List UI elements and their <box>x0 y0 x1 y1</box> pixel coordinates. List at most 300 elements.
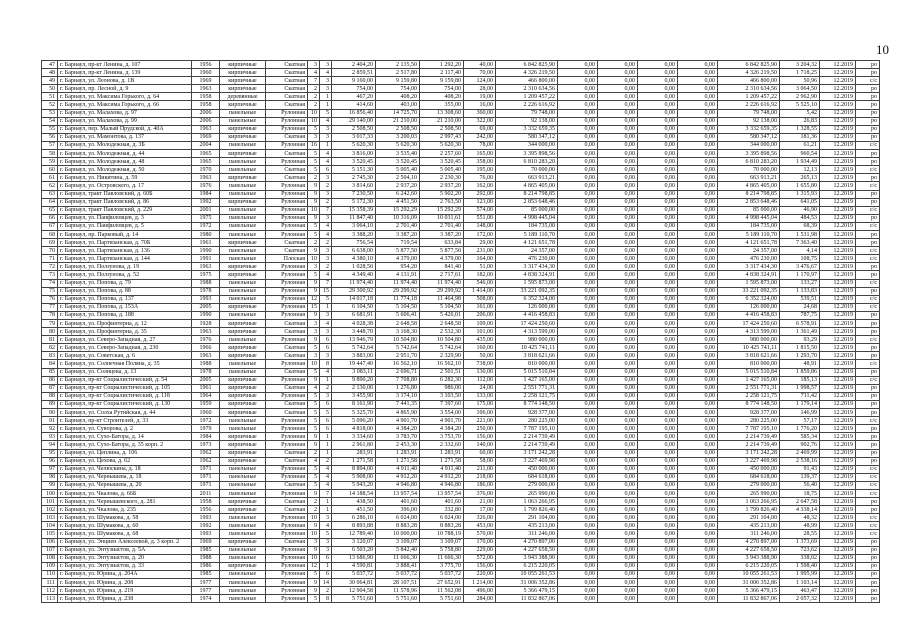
cell-owned-area: 1 283,91 <box>420 449 464 457</box>
cell-owned-area: 2 508,50 <box>420 125 464 133</box>
cell-row-number: 62 <box>42 182 58 190</box>
cell-method: с/с <box>856 336 880 344</box>
cell-year-built: 2011 <box>192 489 220 497</box>
cell-deadline: 12.2019 <box>820 441 856 449</box>
cell-living-area: 5 620,30 <box>376 141 420 149</box>
cell-wall-material: панельные <box>220 587 266 595</box>
cell-owner-funds: 0,00 <box>678 206 718 214</box>
cell-regional-funds: 0,00 <box>598 109 638 117</box>
cell-year-built: 1985 <box>192 546 220 554</box>
cell-roof-type: Скатная <box>266 166 308 174</box>
cell-living-area: 28 107,51 <box>376 579 420 587</box>
cell-wall-material: панельные <box>220 465 266 473</box>
cell-owner-funds: 0,00 <box>678 498 718 506</box>
cell-local-funds: 0,00 <box>638 498 678 506</box>
cell-federal-funds: 0,00 <box>558 336 598 344</box>
cell-roof-type: Рулонная <box>266 546 308 554</box>
cell-owner-funds: 0,00 <box>678 522 718 530</box>
cell-owned-area: 11 562,08 <box>420 587 464 595</box>
cell-roof-type: Рулонная <box>266 579 308 587</box>
cell-address: г. Барнаул, пер. Малый Прудской, д. 40А <box>58 125 192 133</box>
cell-floors: 3 <box>308 320 320 328</box>
cell-residents: 58,00 <box>464 457 496 465</box>
cell-residents: 376,00 <box>464 489 496 497</box>
cell-cost-per-sqm: 1 293,70 <box>780 352 820 360</box>
cell-federal-funds: 0,00 <box>558 239 598 247</box>
cell-row-number: 95 <box>42 449 58 457</box>
cell-method: ро <box>856 538 880 546</box>
cell-total-cost: 4 838 324,91 <box>496 271 558 279</box>
cell-residents: 195,00 <box>464 166 496 174</box>
cell-address: г. Барнаул, ул. Молодежная, д. 3Б <box>58 141 192 149</box>
cell-row-number: 70 <box>42 247 58 255</box>
cell-residents: 172,00 <box>464 230 496 238</box>
cell-owner-contrib: 291 104,00 <box>718 514 780 522</box>
cell-local-funds: 0,00 <box>638 506 678 514</box>
cell-deadline: 12.2019 <box>820 489 856 497</box>
cell-living-area: 2 696,71 <box>376 368 420 376</box>
table-row <box>42 514 880 522</box>
cell-local-funds: 0,00 <box>638 473 678 481</box>
cell-roof-type: Рулонная <box>266 117 308 125</box>
cell-roof-type: Рулонная <box>266 417 308 425</box>
cell-federal-funds: 0,00 <box>558 77 598 85</box>
cell-row-number: 101 <box>42 498 58 506</box>
cell-method: ро <box>856 587 880 595</box>
table-row <box>42 271 880 279</box>
cell-owned-area: 2 230,30 <box>420 174 464 182</box>
cell-deadline: 12.2019 <box>820 506 856 514</box>
cell-regional-funds: 0,00 <box>598 554 638 562</box>
cell-living-area: 5 104,50 <box>376 303 420 311</box>
cell-regional-funds: 0,00 <box>598 328 638 336</box>
cell-total-area: 467,20 <box>332 93 376 101</box>
cell-local-funds: 0,00 <box>638 489 678 497</box>
cell-cost-per-sqm: 46,90 <box>780 206 820 214</box>
cell-address: г. Барнаул, ул. Энтузиастов, д. 5А <box>58 546 192 554</box>
cell-owned-area: 3 775,70 <box>420 562 464 570</box>
cell-regional-funds: 0,00 <box>598 457 638 465</box>
cell-owner-contrib: 663 913,21 <box>718 174 780 182</box>
cell-roof-type: Рулонная <box>266 222 308 230</box>
cell-total-cost: 184 735,00 <box>496 222 558 230</box>
cell-deadline: 12.2019 <box>820 352 856 360</box>
cell-roof-type: Рулонная <box>266 465 308 473</box>
table-row <box>42 222 880 230</box>
cell-owner-funds: 0,00 <box>678 69 718 77</box>
cell-cost-per-sqm: 1 718,25 <box>780 69 820 77</box>
cell-cost-per-sqm: 4 338,14 <box>780 506 820 514</box>
cell-total-cost: 2 310 634,56 <box>496 85 558 93</box>
cell-roof-type: Рулонная <box>266 392 308 400</box>
cell-federal-funds: 0,00 <box>558 538 598 546</box>
cell-row-number: 65 <box>42 206 58 214</box>
cell-floors: 5 <box>308 400 320 408</box>
cell-floors: 5 <box>308 271 320 279</box>
cell-address: г. Барнаул, ул. Шумакова, д. 68 <box>58 530 192 538</box>
cell-wall-material: кирпичные <box>220 125 266 133</box>
cell-roof-type: Скатная <box>266 101 308 109</box>
cell-living-area: 16 562,10 <box>376 360 420 368</box>
cell-local-funds: 0,00 <box>638 141 678 149</box>
cell-owner-contrib: 4 838 324,91 <box>718 271 780 279</box>
cell-total-cost: 3 818 621,66 <box>496 352 558 360</box>
cell-living-area: 4 901,70 <box>376 417 420 425</box>
cell-total-cost: 2 258 121,75 <box>496 392 558 400</box>
cell-federal-funds: 0,00 <box>558 473 598 481</box>
cell-year-built: 1975 <box>192 271 220 279</box>
cell-floors: 5 <box>308 368 320 376</box>
table-row <box>42 230 880 238</box>
cell-address: г. Барнаул, ул. Максима Горького, д. 66 <box>58 101 192 109</box>
cell-deadline: 12.2019 <box>820 85 856 93</box>
cell-method: ро <box>856 384 880 392</box>
cell-entrances: 3 <box>320 538 332 546</box>
cell-owned-area: 4 946,80 <box>420 481 464 489</box>
cell-owned-area: 10 031,61 <box>420 214 464 222</box>
cell-living-area: 2 701,40 <box>376 222 420 230</box>
cell-owned-area: 3 109,07 <box>420 538 464 546</box>
cell-wall-material: кирпичные <box>220 344 266 352</box>
cell-address: г. Барнаул, ул. Молодежная, д. 44 <box>58 150 192 158</box>
cell-cost-per-sqm: 2 538,16 <box>780 457 820 465</box>
cell-floors: 10 <box>308 109 320 117</box>
cell-deadline: 12.2019 <box>820 101 856 109</box>
cell-owned-area: 3 387,20 <box>420 230 464 238</box>
cell-regional-funds: 0,00 <box>598 530 638 538</box>
cell-floors: 3 <box>308 61 320 69</box>
cell-row-number: 68 <box>42 230 58 238</box>
cell-total-cost: 33 221 092,35 <box>496 287 558 295</box>
cell-entrances: 5 <box>320 109 332 117</box>
cell-local-funds: 0,00 <box>638 425 678 433</box>
cell-local-funds: 0,00 <box>638 182 678 190</box>
cell-address: г. Барнаул, пр-кт Социалистический, д. 105 <box>58 384 192 392</box>
cell-owner-contrib: 85 000,00 <box>718 206 780 214</box>
cell-residents: 123,00 <box>464 198 496 206</box>
table-row <box>42 311 880 319</box>
cell-owner-funds: 0,00 <box>678 595 718 603</box>
cell-wall-material: панельные <box>220 182 266 190</box>
cell-total-cost: 1 799 826,40 <box>496 506 558 514</box>
cell-address: г. Барнаул, ул. Цеплина, д. 106 <box>58 449 192 457</box>
cell-residents: 162,00 <box>464 182 496 190</box>
cell-floors: 3 <box>308 133 320 141</box>
cell-living-area: 3 535,40 <box>376 150 420 158</box>
cell-regional-funds: 0,00 <box>598 417 638 425</box>
cell-roof-type: Рулонная <box>266 263 308 271</box>
cell-local-funds: 0,00 <box>638 150 678 158</box>
cell-address: г. Барнаул, ул. Солха Рутийская, д. 44 <box>58 409 192 417</box>
cell-living-area: 14 725,70 <box>376 109 420 117</box>
cell-local-funds: 0,00 <box>638 400 678 408</box>
cell-roof-type: Скатная <box>266 239 308 247</box>
cell-local-funds: 0,00 <box>638 376 678 384</box>
cell-owned-area: 4 901,70 <box>420 417 464 425</box>
table-row <box>42 554 880 562</box>
cell-owned-area: 841,40 <box>420 263 464 271</box>
cell-residents: 206,00 <box>464 311 496 319</box>
cell-owner-contrib: 311 246,00 <box>718 530 780 538</box>
cell-entrances: 4 <box>320 481 332 489</box>
cell-living-area: 9 159,80 <box>376 77 420 85</box>
cell-residents: 130,00 <box>464 368 496 376</box>
cell-owner-contrib: 2 258 121,75 <box>718 392 780 400</box>
cell-cost-per-sqm: 1 655,80 <box>780 182 820 190</box>
cell-entrances: 1 <box>320 506 332 514</box>
cell-total-cost: 1 427 165,00 <box>496 376 558 384</box>
cell-cost-per-sqm: 91,43 <box>780 465 820 473</box>
cell-total-area: 11 847,40 <box>332 214 376 222</box>
cell-deadline: 12.2019 <box>820 117 856 125</box>
cell-cost-per-sqm: 50,96 <box>780 77 820 85</box>
cell-local-funds: 0,00 <box>638 247 678 255</box>
cell-cost-per-sqm: 28,55 <box>780 530 820 538</box>
cell-regional-funds: 0,00 <box>598 579 638 587</box>
cell-owner-funds: 0,00 <box>678 449 718 457</box>
cell-local-funds: 0,00 <box>638 587 678 595</box>
cell-living-area: 11 974,40 <box>376 279 420 287</box>
cell-regional-funds: 0,00 <box>598 93 638 101</box>
cell-floors: 9 <box>308 433 320 441</box>
cell-owner-funds: 0,00 <box>678 506 718 514</box>
table-row <box>42 247 880 255</box>
cell-residents: 182,00 <box>464 271 496 279</box>
cell-total-area: 2 404,20 <box>332 61 376 69</box>
cell-total-cost: 3 317 434,30 <box>496 263 558 271</box>
table-row <box>42 336 880 344</box>
cell-owner-contrib: 344 000,00 <box>718 141 780 149</box>
cell-regional-funds: 0,00 <box>598 587 638 595</box>
cell-entrances: 4 <box>320 368 332 376</box>
cell-living-area: 4 911,40 <box>376 465 420 473</box>
cell-row-number: 85 <box>42 368 58 376</box>
table-row <box>42 158 880 166</box>
cell-floors: 5 <box>308 595 320 603</box>
table-row <box>42 457 880 465</box>
cell-wall-material: панельные <box>220 190 266 198</box>
table-row <box>42 295 880 303</box>
cell-local-funds: 0,00 <box>638 101 678 109</box>
cell-total-cost: 126 000,00 <box>496 303 558 311</box>
cell-method: ро <box>856 595 880 603</box>
cell-local-funds: 0,00 <box>638 255 678 263</box>
cell-total-cost: 2 214 739,49 <box>496 441 558 449</box>
cell-method: ро <box>856 117 880 125</box>
cell-deadline: 12.2019 <box>820 158 856 166</box>
cell-total-area: 8 894,00 <box>332 465 376 473</box>
cell-owner-funds: 0,00 <box>678 239 718 247</box>
cell-living-area: 29 299,92 <box>376 287 420 295</box>
cell-total-area: 2 859,51 <box>332 69 376 77</box>
cell-roof-type: Скатная <box>266 85 308 93</box>
cell-deadline: 12.2019 <box>820 239 856 247</box>
cell-method: с/с <box>856 417 880 425</box>
cell-regional-funds: 0,00 <box>598 206 638 214</box>
cell-owner-contrib: 11 832 867,06 <box>718 595 780 603</box>
cell-roof-type: Рулонная <box>266 198 308 206</box>
cell-year-built: 2006 <box>192 109 220 117</box>
cell-roof-type: Скатная <box>266 352 308 360</box>
cell-owner-contrib: 280 225,00 <box>718 417 780 425</box>
cell-floors: 5 <box>308 481 320 489</box>
cell-year-built: 1960 <box>192 69 220 77</box>
cell-year-built: 2006 <box>192 117 220 125</box>
cell-residents: 78,00 <box>464 141 496 149</box>
cell-total-cost: 4 416 458,83 <box>496 311 558 319</box>
cell-row-number: 55 <box>42 125 58 133</box>
table-row <box>42 425 880 433</box>
cell-entrances: 5 <box>320 409 332 417</box>
cell-local-funds: 0,00 <box>638 61 678 69</box>
cell-method: с/с <box>856 182 880 190</box>
cell-regional-funds: 0,00 <box>598 214 638 222</box>
cell-wall-material: кирпичные <box>220 449 266 457</box>
cell-total-cost: 6 215 220,05 <box>496 562 558 570</box>
cell-year-built: 2005 <box>192 303 220 311</box>
cell-year-built: 1990 <box>192 247 220 255</box>
cell-address: г. Барнаул, ул. Попова, д. 137 <box>58 295 192 303</box>
cell-floors: 5 <box>308 222 320 230</box>
cell-method: с/с <box>856 222 880 230</box>
cell-wall-material: кирпичные <box>220 85 266 93</box>
cell-roof-type: Рулонная <box>266 311 308 319</box>
cell-regional-funds: 0,00 <box>598 376 638 384</box>
cell-roof-type: Рулонная <box>266 570 308 578</box>
cell-federal-funds: 0,00 <box>558 481 598 489</box>
cell-cost-per-sqm: 48,99 <box>780 522 820 530</box>
cell-cost-per-sqm: 5,42 <box>780 109 820 117</box>
cell-roof-type: Рулонная <box>266 303 308 311</box>
cell-address: г. Барнаул, ул. Шумакова, д. 60 <box>58 522 192 530</box>
cell-row-number: 77 <box>42 303 58 311</box>
cell-method: ро <box>856 150 880 158</box>
cell-owner-contrib: 476 230,00 <box>718 255 780 263</box>
cell-wall-material: кирпичные <box>220 433 266 441</box>
cell-owner-funds: 0,00 <box>678 271 718 279</box>
cell-total-cost: 8 774 148,50 <box>496 400 558 408</box>
cell-owner-funds: 0,00 <box>678 133 718 141</box>
cell-residents: 109,00 <box>464 320 496 328</box>
cell-regional-funds: 0,00 <box>598 570 638 578</box>
cell-roof-type: Рулонная <box>266 554 308 562</box>
cell-address: г. Барнаул, тракт Павловский, д. 229 <box>58 206 192 214</box>
cell-roof-type: Скатная <box>266 506 308 514</box>
cell-federal-funds: 0,00 <box>558 352 598 360</box>
cell-federal-funds: 0,00 <box>558 433 598 441</box>
cell-owned-area: 2 937,20 <box>420 182 464 190</box>
cell-local-funds: 0,00 <box>638 409 678 417</box>
cell-deadline: 12.2019 <box>820 206 856 214</box>
cell-address: г. Барнаул, ул. Чернышевского, д. 281 <box>58 498 192 506</box>
cell-total-cost: 3 171 242,28 <box>496 449 558 457</box>
cell-total-cost: 85 000,00 <box>496 206 558 214</box>
cell-deadline: 12.2019 <box>820 473 856 481</box>
cell-residents: 435,00 <box>464 336 496 344</box>
cell-row-number: 109 <box>42 562 58 570</box>
cell-entrances: 3 <box>320 77 332 85</box>
cell-local-funds: 0,00 <box>638 441 678 449</box>
cell-total-area: 30 064,81 <box>332 579 376 587</box>
cell-total-area: 6 286,10 <box>332 514 376 522</box>
cell-owned-area: 13 308,60 <box>420 109 464 117</box>
cell-owner-contrib: 70 000,00 <box>718 166 780 174</box>
cell-owned-area: 2 257,60 <box>420 150 464 158</box>
cell-total-area: 11 974,40 <box>332 279 376 287</box>
cell-total-cost: 450 000,00 <box>496 465 558 473</box>
cell-cost-per-sqm: 2 647,58 <box>780 498 820 506</box>
cell-owner-funds: 0,00 <box>678 384 718 392</box>
cell-entrances: 8 <box>320 595 332 603</box>
cell-cost-per-sqm: 2 057,32 <box>780 595 820 603</box>
cell-living-area: 4 865,90 <box>376 409 420 417</box>
cell-regional-funds: 0,00 <box>598 166 638 174</box>
cell-cost-per-sqm: 1 373,69 <box>780 538 820 546</box>
cell-year-built: 2004 <box>192 141 220 149</box>
cell-local-funds: 0,00 <box>638 320 678 328</box>
table-row <box>42 498 880 506</box>
cell-wall-material: кирпичные <box>220 352 266 360</box>
cell-federal-funds: 0,00 <box>558 287 598 295</box>
cell-federal-funds: 0,00 <box>558 61 598 69</box>
cell-roof-type: Рулонная <box>266 425 308 433</box>
cell-living-area: 4 384,20 <box>376 425 420 433</box>
cell-regional-funds: 0,00 <box>598 101 638 109</box>
cell-regional-funds: 0,00 <box>598 77 638 85</box>
cell-living-area: 2 453,30 <box>376 441 420 449</box>
cell-regional-funds: 0,00 <box>598 320 638 328</box>
cell-local-funds: 0,00 <box>638 546 678 554</box>
cell-roof-type: Рулонная <box>266 287 308 295</box>
cell-row-number: 76 <box>42 295 58 303</box>
cell-regional-funds: 0,00 <box>598 158 638 166</box>
cell-entrances: 3 <box>320 125 332 133</box>
cell-regional-funds: 0,00 <box>598 141 638 149</box>
cell-owner-funds: 0,00 <box>678 546 718 554</box>
cell-local-funds: 0,00 <box>638 554 678 562</box>
cell-federal-funds: 0,00 <box>558 417 598 425</box>
cell-owner-contrib: 3 943 388,90 <box>718 554 780 562</box>
cell-deadline: 12.2019 <box>820 150 856 158</box>
cell-roof-type: Рулонная <box>266 190 308 198</box>
cell-floors: 9 <box>308 522 320 530</box>
cell-year-built: 1964 <box>192 392 220 400</box>
cell-living-area: 3 168,30 <box>376 328 420 336</box>
cell-regional-funds: 0,00 <box>598 473 638 481</box>
table-row <box>42 522 880 530</box>
cell-deadline: 12.2019 <box>820 522 856 530</box>
cell-method: ро <box>856 498 880 506</box>
cell-local-funds: 0,00 <box>638 449 678 457</box>
cell-total-area: 15 358,39 <box>332 206 376 214</box>
cell-roof-type: Скатная <box>266 77 308 85</box>
cell-entrances: 3 <box>320 247 332 255</box>
cell-cost-per-sqm: 56,40 <box>780 481 820 489</box>
cell-cost-per-sqm: 1 776,20 <box>780 425 820 433</box>
cell-residents: 326,00 <box>464 514 496 522</box>
cell-roof-type: Рулонная <box>266 109 308 117</box>
cell-regional-funds: 0,00 <box>598 400 638 408</box>
cell-entrances: 5 <box>320 295 332 303</box>
cell-owner-contrib: 5 015 510,84 <box>718 368 780 376</box>
cell-owner-funds: 0,00 <box>678 166 718 174</box>
cell-deadline: 12.2019 <box>820 166 856 174</box>
cell-owner-contrib: 1 427 165,00 <box>718 376 780 384</box>
cell-deadline: 12.2019 <box>820 182 856 190</box>
cell-local-funds: 0,00 <box>638 433 678 441</box>
cell-year-built: 1969 <box>192 77 220 85</box>
cell-entrances: 6 <box>320 425 332 433</box>
